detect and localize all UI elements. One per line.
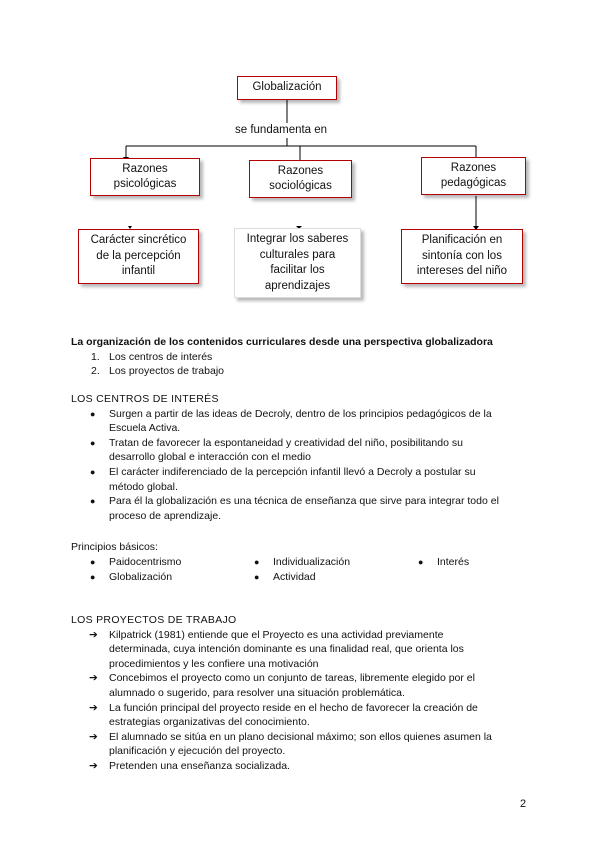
list-line: alumnado o sugerido, para resolver una situación problemática. <box>109 686 405 699</box>
result-box-caracter <box>78 229 199 284</box>
bullet-icon: ● <box>90 496 96 507</box>
list-item <box>71 730 531 759</box>
bullet-icon: ● <box>90 408 96 419</box>
proyectos-heading: LOS PROYECTOS DE TRABAJO <box>71 614 237 626</box>
centros-section <box>71 392 531 523</box>
arrow-icon: ➔ <box>89 759 98 772</box>
principios-col-3 <box>418 555 469 570</box>
list-item <box>71 628 531 672</box>
list-item <box>71 407 531 436</box>
result-box-planificacion <box>401 229 523 284</box>
bullet-icon: ● <box>90 572 96 582</box>
result-line: aprendizajes <box>264 279 331 292</box>
globalizacion-box <box>237 76 337 100</box>
list-number: 2. <box>91 365 100 378</box>
list-item <box>254 570 350 585</box>
reason-line: psicológicas <box>113 178 177 190</box>
result-line: infantil <box>121 265 156 278</box>
intro-list <box>71 350 531 379</box>
centros-heading: LOS CENTROS DE INTERÉS <box>71 393 219 405</box>
list-line: determinada, cuya intención dominante es una finalidad real, que orienta los <box>109 643 464 656</box>
list-item <box>71 671 531 700</box>
bullet-icon: ● <box>254 572 260 582</box>
result-line: culturales para <box>259 248 336 261</box>
bullet-icon: ● <box>90 557 96 567</box>
list-item <box>90 570 181 585</box>
list-item <box>71 494 531 523</box>
principios-label: Principios básicos: <box>71 541 158 553</box>
list-item <box>71 436 531 465</box>
proyectos-section <box>71 613 531 774</box>
bullet-icon: ● <box>90 437 96 448</box>
list-line: desarrollo global e interacción con el medio <box>109 451 311 464</box>
list-item <box>71 465 531 494</box>
reason-line: Razones <box>277 164 324 177</box>
reason-line: pedagógicas <box>440 177 507 189</box>
bullet-icon: ● <box>90 466 96 477</box>
bullet-icon: ● <box>418 557 424 567</box>
page-number: 2 <box>520 798 527 810</box>
result-line: de la percepción <box>96 249 181 262</box>
list-line: El alumnado se sitúa en un plano decisional máximo; son ellos quienes asumen la <box>109 730 492 743</box>
list-item <box>71 701 531 730</box>
arrow-icon: ➔ <box>89 672 98 685</box>
intro-section <box>71 335 531 379</box>
principio-text: Individualización <box>273 556 351 568</box>
list-line: Pretenden una enseñanza socializada. <box>109 759 290 772</box>
result-line: Integrar los saberes <box>246 233 349 245</box>
list-line: La función principal del proyecto reside en el hecho de favorecer la creación de <box>109 701 478 714</box>
reason-line: sociológicas <box>269 180 332 192</box>
result-line: Carácter sincrético <box>90 234 187 247</box>
reason-box-pedagogicas <box>421 157 526 195</box>
list-line: El carácter indiferenciado de la percepción infantil llevó a Decroly a postular su <box>109 465 476 478</box>
intro-title: La organización de los contenidos curriculares desde una perspectiva globalizadora <box>71 336 493 348</box>
list-item <box>71 350 531 365</box>
list-line: proceso de aprendizaje. <box>109 509 222 522</box>
list-item <box>418 555 469 570</box>
list-number: 1. <box>91 350 100 363</box>
reason-box-psicologicas <box>90 158 200 196</box>
result-line: facilitar los <box>270 264 325 276</box>
proyectos-list <box>71 628 531 774</box>
connector-label <box>233 123 329 138</box>
globalizacion-label: Globalización <box>252 81 322 94</box>
reason-line: Razones <box>122 162 168 175</box>
arrow-icon: ➔ <box>89 701 98 714</box>
result-box-integrar <box>234 228 361 298</box>
list-line: estrategias organizativas del conocimiento. <box>109 716 310 729</box>
list-line: Para él la globalización es una técnica de enseñanza que sirve para integrar todo el <box>109 495 499 508</box>
list-line: planificación y ejecución del proyecto. <box>109 745 286 758</box>
principios-section <box>71 540 531 583</box>
principio-text: Interés <box>437 556 470 568</box>
centros-list <box>71 407 531 524</box>
list-item <box>71 364 531 379</box>
list-line: Kilpatrick (1981) entiende que el Proyecto es una actividad previamente <box>109 628 444 641</box>
result-line: intereses del niño <box>416 265 508 278</box>
list-line: Concebimos el proyecto como un conjunto de tareas, libremente elegido por el <box>109 672 475 685</box>
list-item <box>71 759 531 774</box>
principio-text: Paidocentrismo <box>109 556 182 568</box>
principios-col-2 <box>254 555 350 585</box>
reason-box-sociologicas <box>249 160 352 198</box>
principio-text: Actividad <box>273 571 316 583</box>
list-text: Los centros de interés <box>109 350 213 363</box>
connector-text: se fundamenta en <box>235 124 328 136</box>
list-line: Surgen a partir de las ideas de Decroly, dentro de los principios pedagógicos de la <box>109 407 492 420</box>
list-line: procedimientos y les confiere una motivación <box>109 657 319 670</box>
list-line: Escuela Activa. <box>109 422 181 435</box>
result-line: Planificación en <box>421 234 503 247</box>
list-line: Tratan de favorecer la espontaneidad y creatividad del niño, posibilitando su <box>109 436 463 449</box>
list-item <box>90 555 181 570</box>
principios-col-1 <box>90 555 181 585</box>
reason-line: Razones <box>450 161 497 174</box>
arrow-icon: ➔ <box>89 730 98 743</box>
list-item <box>254 555 350 570</box>
bullet-icon: ● <box>254 557 260 567</box>
result-line: sintonía con los <box>422 249 502 262</box>
arrow-icon: ➔ <box>89 628 98 641</box>
principio-text: Globalización <box>109 571 173 583</box>
concept-map <box>0 0 600 310</box>
list-line: método global. <box>109 480 178 493</box>
list-text: Los proyectos de trabajo <box>109 365 224 378</box>
